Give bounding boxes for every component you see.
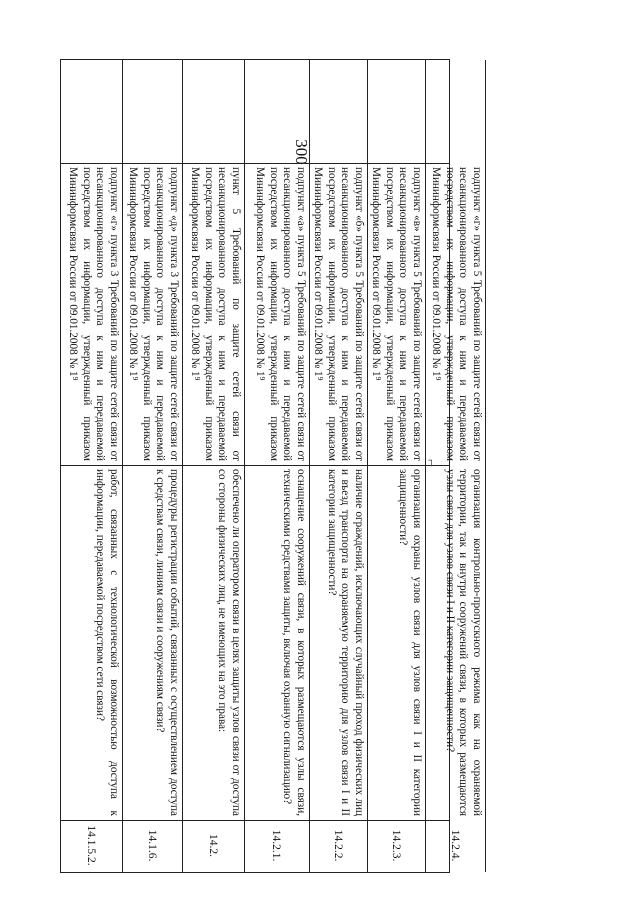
requirement-text: организация охраны узлов связи для узлов связи I и II категории защищенности? — [397, 469, 423, 816]
row-number: 14.2.3. — [390, 829, 402, 862]
row-separator — [485, 60, 486, 872]
row-number: 14.1.5.2. — [85, 825, 98, 866]
row-number: 14.2.4. — [449, 829, 461, 862]
legal-reference-text: пункт 5 Требований по защите сетей связи от несанкционированного доступа к ним и передаваемой посредством их информации, утвержденный приказом Мининформсвязи России от 09.01.2008 № 1⁹ — [189, 167, 242, 461]
row-number: 14.1.6. — [146, 829, 158, 862]
legal-reference-text-cell — [309, 163, 367, 465]
legal-reference-text: подпункт «д» пункта 3 Требований по защите сетей связи от несанкционированного доступа к ним и передаваемой посредством их информации, утвержденный приказом Мининформсвязи России от 09.01.2008 № 1⁹ — [127, 167, 180, 461]
legal-reference-text-cell — [425, 163, 485, 465]
row-number-cell — [61, 820, 122, 871]
row-number: 14.2.1. — [270, 829, 283, 862]
pen-mark-icon: ⌐ — [422, 459, 438, 467]
row-number: 14.2.2. — [332, 829, 344, 862]
requirement-text-cell — [244, 465, 309, 820]
requirement-text-cell — [61, 465, 122, 820]
row-number: 14.2. — [207, 834, 219, 857]
requirement-text: организация контрольно-пропускного режима как на охраняемой территории, так и внутри сооружений связи, в которых размещаются узлы связи для узлов связи I и II категории защищенности? — [443, 469, 483, 816]
requirement-text: наличие ограждений, исключающих случайный проход физических лиц и въезд транспорта на охраняемую территорию для узлов связи I и II категории защищенности? — [325, 469, 365, 816]
requirement-text-cell — [367, 465, 425, 820]
row-number-cell — [367, 820, 425, 871]
requirement-text-cell — [182, 465, 244, 820]
requirement-text: обеспечено ли оператором связи в целях защиты узлов связи от доступа со стороны физических лиц, не имеющих на это права: — [216, 469, 242, 816]
legal-reference-text-cell — [122, 163, 182, 465]
legal-reference-text-cell — [61, 163, 122, 465]
legal-reference-text: подпункт «б» пункта 5 Требований по защите сетей связи от несанкционированного доступа к ним и передаваемой посредством их информации, утвержденный приказом Мининформсвязи России от 09.01.2008 № 1⁹ — [312, 167, 365, 461]
page-number: 300 — [291, 139, 311, 165]
row-number-cell — [244, 820, 309, 871]
legal-reference-text: подпункт «г» пункта 5 Требований по защите сетей связи от несанкционированного доступа к ним и передаваемой посредством их информации, утвержденный приказом Мининформсвязи России от 09.01.2008 № 1⁹ — [430, 167, 483, 461]
row-number-cell — [425, 820, 485, 871]
legal-reference-text-cell — [367, 163, 425, 465]
requirement-text: оснащение сооружений связи, в которых размещаются узлы связи, техническими средствами защиты, включая охранную сигнализацию? — [281, 469, 307, 816]
requirement-text-cell — [425, 465, 485, 820]
requirement-text: процедуры регистрации событий, связанных с осуществлением доступа к средствам связи, линиям связи и сооружениям связи? — [154, 469, 180, 816]
row-number-cell — [122, 820, 182, 871]
row-number-cell — [182, 820, 244, 871]
legal-reference-text: подпункт «в» пункта 5 Требований по защите сетей связи от несанкционированного доступа к ним и передаваемой посредством их информации, утвержденный приказом Мининформсвязи России от 09.01.2008 № 1⁹ — [370, 167, 423, 461]
requirements-table — [60, 59, 483, 873]
requirement-text: работ, связанных с технологической возможностью доступа к информации, передаваемой посредством сети связи? — [94, 469, 120, 816]
legal-reference-text: подпункт «г» пункта 3 Требований по защите сетей связи от несанкционированного доступа к ним и передаваемой посредством их информации, утвержденный приказом Мининформсвязи России от 09.01.2008 № 1⁹ — [67, 167, 120, 461]
legal-reference-text-cell — [244, 163, 309, 465]
requirement-text-cell — [122, 465, 182, 820]
row-number-cell — [309, 820, 367, 871]
legal-reference-text-cell — [182, 163, 244, 465]
legal-reference-text: подпункт «а» пункта 5 Требований по защите сетей связи от несанкционированного доступа к ним и передаваемой посредством их информации, утвержденный приказом Мининформсвязи России от 09.01.2008 № 1⁹ — [254, 167, 307, 461]
requirement-text-cell — [309, 465, 367, 820]
